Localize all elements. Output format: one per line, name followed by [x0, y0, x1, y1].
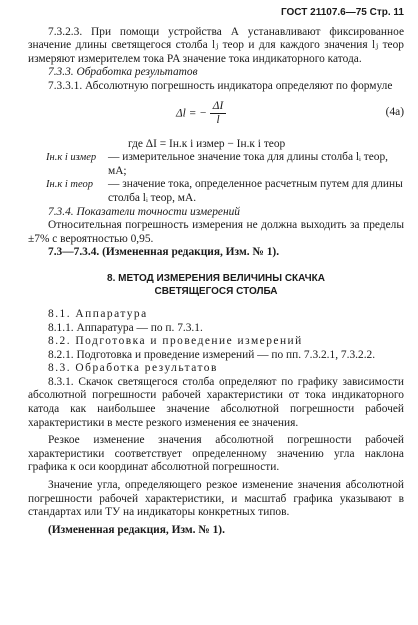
formula-body: [176, 100, 226, 128]
page-header: ГОСТ 21107.6—75 Стр. 11: [280, 7, 404, 18]
heading-8-3: 8.3. Обработка результатов: [48, 362, 218, 375]
document-page: [28, 6, 404, 537]
heading-7-3-3: 7.3.3. Обработка результатов: [48, 66, 198, 79]
paragraph-7-3-2-3: 7.3.2.3. При помощи устройства А устанавливают фиксированное значение длины светящегося столба lⱼ теор и для каждого значения lⱼ теор измеряют измерителем тока PA значение тока индикаторного катода.: [28, 25, 404, 65]
definition-text: — значение тока, определенное расчетным путем для длины столба lᵢ теор, мА.: [108, 178, 403, 204]
paragraph-8-2-1: 8.2.1. Подготовка и проведение измерений — по пп. 7.3.2.1, 7.3.2.2.: [48, 348, 376, 361]
definition-list: [46, 151, 404, 205]
formula-numerator: ΔI: [210, 100, 226, 115]
definition-text: — измерительное значение тока для длины столба lᵢ теор, мА;: [108, 151, 389, 177]
paragraph-8-3-1: 8.3.1. Скачок светящегося столба определяют по графику зависимости абсолютной погрешности рабочей характеристики от тока индикаторного катода как наибольшее значение абсолютной погрешности рабочей характеристики в месте резкого изменения ее значения.: [28, 375, 404, 429]
paragraph-accuracy: Относительная погрешность измерения не должна выходить за пределы ±7% с вероятностью 0,95.: [28, 219, 404, 245]
definition-symbol: Iн.к i измер: [46, 152, 97, 164]
formula-where: где ΔI = Iн.к i измер − Iн.к i теор: [128, 137, 286, 150]
section-title: [28, 272, 404, 298]
paragraph-sharp-change: Резкое изменение значения абсолютной погрешности рабочей характеристики соответствует определенному значению угла наклона графика к оси координат абсолютной погрешности.: [28, 434, 404, 474]
formula-fraction: [210, 100, 226, 128]
definition-symbol: Iн.к i теор: [46, 179, 94, 191]
section-title-line2: СВЕТЯЩЕГОСЯ СТОЛБА: [154, 285, 278, 297]
formula-4a: [28, 96, 404, 136]
paragraph-7-3-3-1: 7.3.3.1. Абсолютную погрешность индикатора определяют по формуле: [48, 79, 393, 92]
heading-8-2: 8.2. Подготовка и проведение измерений: [48, 335, 303, 348]
heading-7-3-4: 7.3.4. Показатели точности измерений: [48, 205, 240, 218]
amendment-note-2: (Измененная редакция, Изм. № 1).: [48, 523, 225, 536]
formula-lhs: Δl = −: [176, 107, 207, 120]
section-title-line1: 8. МЕТОД ИЗМЕРЕНИЯ ВЕЛИЧИНЫ СКАЧКА: [107, 272, 325, 284]
paragraph-8-1-1: 8.1.1. Аппаратура — по п. 7.3.1.: [48, 321, 203, 334]
formula-number: (4a): [385, 105, 404, 118]
amendment-note-1: 7.3—7.3.4. (Измененная редакция, Изм. № 1).: [48, 246, 280, 259]
paragraph-angle: Значение угла, определяющего резкое изменение значения абсолютной погрешности рабочей характеристики, и масштаб графика указывают в стандартах или ТУ на индикаторы конкретных типов.: [28, 479, 404, 519]
formula-denominator: l: [216, 114, 220, 127]
heading-8-1: 8.1. Аппаратура: [48, 307, 148, 320]
